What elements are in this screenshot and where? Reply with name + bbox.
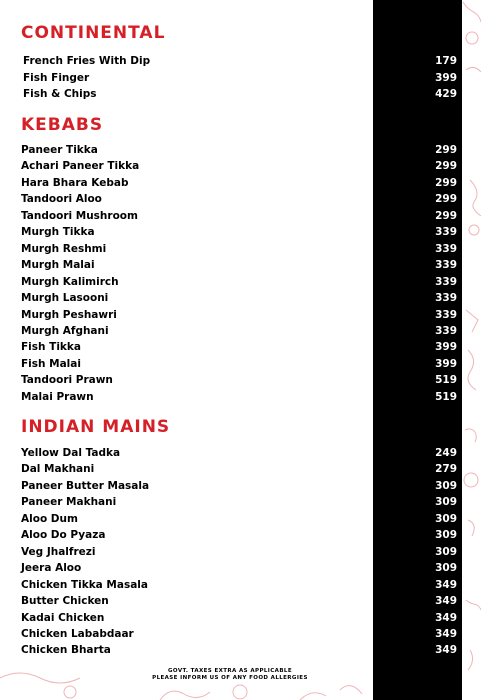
menu-item-price: 349 [435, 627, 457, 640]
menu-item-name: Murgh Kalimirch [21, 275, 119, 288]
menu-item-name: Chicken Bharta [21, 644, 111, 657]
menu-item-price: 399 [435, 357, 457, 370]
menu-item-price: 339 [435, 242, 457, 255]
menu-item-price: 339 [435, 226, 457, 239]
menu-item-row [21, 191, 457, 207]
menu-item-price: 309 [435, 529, 457, 542]
menu-item-price: 299 [435, 144, 457, 156]
menu-item-name: Paneer Makhani [21, 496, 117, 509]
menu-item-price: 299 [435, 176, 457, 189]
menu-item-price: 339 [435, 292, 457, 305]
menu-item-row [23, 86, 457, 102]
menu-item-name: Hara Bhara Kebab [21, 176, 129, 189]
menu-item-name: Tandoori Mushroom [21, 209, 138, 222]
menu-item-row [21, 461, 457, 477]
menu-item-row [21, 175, 457, 191]
menu-item-name: Chicken Tikka Masala [21, 578, 148, 591]
menu-item-price: 399 [435, 341, 457, 354]
menu-item-name: Veg Jhalfrezi [21, 545, 96, 558]
menu-item-row [21, 208, 457, 224]
menu-item-price: 349 [435, 578, 457, 591]
section-heading-indian-mains: INDIAN MAINS [21, 417, 171, 437]
menu-item-price: 279 [435, 463, 457, 476]
menu-item-price: 399 [435, 71, 457, 84]
menu-item-name: Butter Chicken [21, 595, 109, 608]
menu-item-name: Murgh Reshmi [21, 242, 107, 255]
menu-item-row [23, 70, 457, 86]
menu-item-price: 309 [435, 512, 457, 525]
menu-item-name: Aloo Dum [21, 512, 78, 525]
menu-item-row [21, 241, 457, 257]
menu-item-row [21, 577, 457, 593]
menu-item-name: Jeera Aloo [21, 562, 82, 575]
menu-item-price: 349 [435, 644, 457, 657]
menu-item-name: Fish Finger [23, 71, 90, 84]
menu-item-name: Fish Tikka [21, 341, 81, 354]
menu-item-name: Aloo Do Pyaza [21, 529, 106, 542]
menu-item-price: 349 [435, 611, 457, 624]
menu-item-name: Achari Paneer Tikka [21, 160, 140, 173]
menu-item-name: Fish & Chips [23, 88, 97, 100]
menu-item-name: Dal Makhani [21, 463, 95, 476]
menu-item-row [21, 494, 457, 510]
menu-item-price: 309 [435, 479, 457, 492]
menu-item-name: Paneer Butter Masala [21, 479, 150, 492]
menu-item-row [21, 511, 457, 527]
menu-item-row [21, 445, 457, 461]
menu-item-name: Kadai Chicken [21, 611, 105, 624]
menu-item-row [21, 257, 457, 273]
menu-item-row [21, 142, 457, 158]
menu-item-row [21, 626, 457, 642]
menu-item-price: 309 [435, 562, 457, 575]
menu-item-name: Murgh Lasooni [21, 292, 109, 305]
menu-item-row [21, 224, 457, 240]
menu-item-name: Murgh Tikka [21, 226, 95, 239]
menu-item-row [21, 339, 457, 355]
menu-item-name: Paneer Tikka [21, 144, 98, 156]
menu-item-price: 299 [435, 209, 457, 222]
menu-item-price: 339 [435, 275, 457, 288]
footer-allergy-note: PLEASE INFORM US OF ANY FOOD ALLERGIES [152, 675, 308, 681]
menu-item-row [21, 389, 457, 405]
section-heading-continental: CONTINENTAL [21, 23, 166, 43]
menu-item-price: 519 [435, 390, 457, 403]
menu-item-price: 519 [435, 374, 457, 387]
footer-tax-note: GOVT. TAXES EXTRA AS APPLICABLE [168, 668, 292, 674]
menu-item-name: Murgh Afghani [21, 324, 109, 337]
menu-item-price: 339 [435, 259, 457, 272]
menu-item-row [21, 560, 457, 576]
menu-item-row [21, 544, 457, 560]
menu-item-name: Tandoori Prawn [21, 374, 113, 387]
menu-item-name: Yellow Dal Tadka [21, 447, 121, 459]
menu-item-row [21, 274, 457, 290]
menu-item-price: 309 [435, 545, 457, 558]
menu-item-price: 179 [435, 55, 457, 67]
menu-item-row [21, 323, 457, 339]
menu-item-row [21, 290, 457, 306]
menu-item-name: French Fries With Dip [23, 55, 151, 67]
menu-item-price: 249 [435, 447, 457, 459]
footer-note [90, 668, 370, 682]
menu-item-price: 299 [435, 160, 457, 173]
menu-item-name: Murgh Malai [21, 259, 95, 272]
menu-item-name: Murgh Peshawri [21, 308, 117, 321]
menu-item-row [21, 610, 457, 626]
menu-item-name: Malai Prawn [21, 390, 94, 403]
menu-item-price: 429 [435, 88, 457, 100]
menu-item-row [21, 527, 457, 543]
menu-item-row [21, 158, 457, 174]
menu-item-price: 309 [435, 496, 457, 509]
menu-item-row [21, 307, 457, 323]
menu-item-row [21, 372, 457, 388]
menu-item-row [23, 53, 457, 69]
menu-item-name: Chicken Lababdaar [21, 627, 134, 640]
menu-item-row [21, 593, 457, 609]
menu-item-price: 349 [435, 595, 457, 608]
section-heading-kebabs: KEBABS [21, 115, 104, 135]
menu-item-price: 339 [435, 308, 457, 321]
menu-item-row [21, 478, 457, 494]
menu-item-name: Tandoori Aloo [21, 193, 102, 206]
menu-item-name: Fish Malai [21, 357, 81, 370]
menu-item-row [21, 356, 457, 372]
menu-item-price: 299 [435, 193, 457, 206]
menu-item-row [21, 642, 457, 658]
menu-item-price: 339 [435, 324, 457, 337]
